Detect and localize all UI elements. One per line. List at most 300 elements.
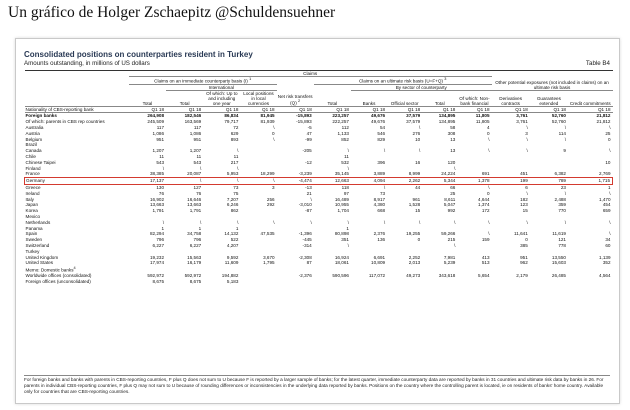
- row-value: [387, 266, 422, 273]
- row-value: 4,564: [599, 273, 611, 279]
- row-value: [314, 266, 351, 273]
- header-up-to-one-year: Of which: Up to and including one year: [203, 90, 240, 106]
- row-value: -4,474: [277, 178, 314, 185]
- row-label: Panama: [25, 225, 43, 231]
- row-value: 0: [607, 136, 611, 142]
- row-value: \: [488, 184, 490, 190]
- row-value: 44: [415, 184, 421, 190]
- row-value: 5,953: [226, 171, 239, 177]
- row-value: 60: [605, 242, 611, 248]
- row-value: \: [203, 178, 240, 185]
- row-value: 308: [447, 130, 456, 136]
- row-value: 352: [602, 260, 611, 266]
- row-value: 359: [558, 202, 566, 208]
- row-value: 25: [605, 130, 611, 136]
- period-cell: Q1 18: [530, 106, 568, 113]
- row-value: \: [488, 231, 490, 237]
- row-value: 276: [412, 130, 421, 136]
- row-value: 13,663: [149, 202, 165, 208]
- row-value: [568, 279, 613, 285]
- header-derivatives: Derivatives contracts: [492, 90, 530, 106]
- row-value: \: [347, 219, 349, 225]
- row-value: -12: [305, 159, 312, 165]
- row-value: \: [488, 219, 490, 225]
- row-value: 413: [481, 254, 490, 260]
- row-value: \: [347, 242, 349, 248]
- row-value: 17,137: [129, 178, 166, 185]
- row-value: [351, 266, 387, 273]
- row-label: United Kingdom: [25, 254, 59, 260]
- row-value: [457, 279, 491, 285]
- row-value: 6,227: [152, 242, 165, 248]
- row-value: 118: [341, 184, 349, 190]
- period-row: [25, 106, 613, 113]
- row-value: 1,528: [408, 202, 421, 208]
- row-label: Foreign banks: [25, 113, 57, 119]
- row-value: 117: [193, 124, 202, 130]
- row-value: 629: [230, 130, 239, 136]
- row-value: 789: [530, 178, 568, 185]
- row-value: 1: [161, 225, 165, 231]
- row-value: 18,299: [260, 171, 275, 177]
- row-value: 0: [272, 130, 275, 136]
- row-value: 3,670: [263, 254, 275, 260]
- row-value: 38,385: [149, 171, 165, 177]
- row-value: 4,644: [478, 196, 490, 202]
- row-value: \: [162, 219, 165, 225]
- period-cell: Q1 18: [351, 106, 387, 113]
- row-value: [530, 279, 568, 285]
- table-row: [25, 266, 613, 273]
- row-label: Germany: [25, 178, 129, 185]
- row-value: 10,955: [334, 202, 349, 208]
- row-value: 264,908: [147, 113, 165, 119]
- row-value: 1,086: [152, 130, 165, 136]
- positions-table: [24, 70, 613, 285]
- row-value: \: [454, 219, 456, 225]
- header-international: International: [166, 84, 277, 90]
- row-value: [351, 279, 387, 285]
- header-nonbank-total: Total: [422, 90, 457, 106]
- row-value: [129, 266, 166, 273]
- row-value: 1,795: [263, 260, 275, 266]
- row-label: Austria: [25, 130, 40, 136]
- row-value: \: [564, 124, 566, 130]
- row-value: 13: [450, 136, 456, 142]
- row-value: 10: [605, 159, 611, 165]
- row-value: 159: [481, 237, 490, 243]
- row-value: 0: [417, 237, 421, 243]
- row-value: 134,895: [438, 113, 456, 119]
- row-label: Spain: [25, 231, 38, 237]
- row-value: 1,207: [189, 148, 202, 154]
- header-net-risk: [277, 77, 314, 107]
- header-blank: [25, 71, 129, 107]
- row-value: \: [273, 219, 275, 225]
- period-cell: Q1 18: [129, 106, 166, 113]
- row-value: 5,047: [443, 202, 456, 208]
- row-label: Australia: [25, 124, 44, 130]
- row-value: 592,972: [147, 273, 165, 279]
- row-value: \: [488, 148, 490, 154]
- row-value: 112: [341, 124, 349, 130]
- row-value: 49,273: [406, 273, 421, 279]
- row-value: 24,224: [441, 171, 456, 177]
- row-value: 54: [379, 124, 386, 130]
- row-value: \: [564, 190, 566, 196]
- row-value: 21: [306, 190, 312, 196]
- row-value: 770: [558, 208, 566, 214]
- row-value: 134,895: [438, 119, 456, 125]
- row-value: \: [237, 219, 239, 225]
- row-value: \: [564, 136, 566, 142]
- row-value: 8,675: [189, 279, 202, 285]
- row-label: Chinese Taipei: [25, 159, 56, 165]
- row-value: \: [240, 178, 276, 185]
- row-value: 2,769: [599, 171, 611, 177]
- row-value: 1: [235, 225, 239, 231]
- row-value: \: [609, 148, 611, 154]
- row-value: 47,535: [260, 231, 275, 237]
- row-value: 11: [159, 153, 165, 159]
- footnote: For foreign banks and banks with parents in CBS-reporting countries, F plus Q does not sum to U because F is reported by a larger sample of banks; for the latest quarter, immediate counterparty data are reported by banks in 31 countries and ultimate risk data by banks in 26. For parents in individual CBS-reporting countries, F plus Q may not sum to U because of rounding differences or inconsistencies in the underlying data reported by banks. Positions on the country where the controlling parent is located, ie on residents of banks' home country. Available only for countries that are CBS-reporting countries.: [24, 375, 610, 395]
- row-value: \: [454, 165, 456, 171]
- row-value: 3,761: [516, 119, 528, 125]
- table-number: Table B4: [585, 60, 610, 67]
- row-value: \: [347, 165, 349, 171]
- row-value: 343,618: [438, 273, 456, 279]
- row-value: 86,834: [224, 113, 239, 119]
- row-value: 76: [196, 190, 202, 196]
- period-cell: Q1 18: [314, 106, 351, 113]
- row-value: 163,569: [184, 119, 202, 125]
- row-value: -99: [305, 136, 312, 142]
- row-label: Of which: parents in CBS rep countries: [25, 119, 105, 125]
- row-value: \: [418, 148, 421, 154]
- row-value: 18,061: [334, 260, 349, 266]
- row-value: 182,546: [184, 113, 202, 119]
- row-value: [240, 279, 276, 285]
- row-value: 15: [415, 208, 421, 214]
- header-banks: Banks: [351, 90, 387, 106]
- row-value: 5,183: [226, 279, 239, 285]
- row-value: 16,646: [187, 196, 202, 202]
- row-value: 3,889: [373, 171, 386, 177]
- row-value: 796: [193, 237, 202, 243]
- row-value: 6,382: [554, 171, 566, 177]
- row-value: \: [418, 219, 421, 225]
- row-value: 80,898: [334, 231, 349, 237]
- row-value: 2,013: [408, 260, 421, 266]
- image-caption: Un gráfico de Holger Zschaepitz @Schuldensuehner: [8, 4, 336, 21]
- header-net-risk-sup: 2: [298, 99, 301, 103]
- row-value: 829: [377, 136, 386, 142]
- header-total-immediate: Total: [129, 84, 166, 106]
- row-value: 245,509: [147, 119, 165, 125]
- row-value: 199: [492, 178, 530, 185]
- row-value: 862: [230, 208, 239, 214]
- row-value: \: [273, 136, 275, 142]
- row-value: \: [237, 165, 239, 171]
- row-label: Korea: [25, 208, 38, 214]
- row-value: 351: [341, 237, 349, 243]
- row-value: [422, 266, 457, 273]
- row-value: 11,641: [514, 231, 528, 237]
- row-label: Worldwide offices (consolidated): [25, 273, 92, 279]
- row-value: 5,239: [443, 260, 456, 266]
- row-label: Turkey: [25, 248, 40, 254]
- report-title: Consolidated positions on counterparties resident in Turkey: [24, 50, 253, 59]
- row-value: 951: [156, 136, 165, 142]
- header-ultimate-basis: [314, 77, 492, 85]
- row-value: \: [273, 124, 275, 130]
- row-value: 454: [602, 202, 611, 208]
- row-value: 1,207: [152, 148, 165, 154]
- row-label: Netherlands: [25, 219, 51, 225]
- row-label: Chile: [25, 153, 36, 159]
- row-value: 123: [520, 202, 528, 208]
- row-value: 14,132: [224, 231, 239, 237]
- row-value: [387, 279, 422, 285]
- row-value: -5: [307, 124, 312, 130]
- row-value: 37,579: [406, 119, 421, 125]
- row-value: 1: [607, 184, 611, 190]
- row-value: 52,760: [551, 113, 566, 119]
- row-value: 8,917: [373, 196, 386, 202]
- row-value: 532: [341, 159, 349, 165]
- row-value: \: [488, 136, 490, 142]
- row-value: 546: [377, 130, 386, 136]
- row-label: Italy: [25, 196, 34, 202]
- row-value: [457, 266, 491, 273]
- row-value: 4,380: [373, 202, 386, 208]
- row-label: Sweden: [25, 237, 43, 243]
- row-value: 19,255: [406, 231, 421, 237]
- row-value: 223,257: [332, 113, 349, 119]
- row-value: 5,344: [422, 178, 457, 185]
- header-guarantees: Guarantees extended: [530, 90, 568, 106]
- row-label: Ireland: [25, 190, 40, 196]
- row-value: -1,396: [298, 231, 312, 237]
- row-value: 76: [158, 190, 165, 196]
- row-value: 8,611: [444, 196, 456, 202]
- row-label: United States: [25, 260, 54, 266]
- row-label: Greece: [25, 184, 41, 190]
- row-value: -2,376: [298, 273, 312, 279]
- row-value: [314, 279, 351, 285]
- row-value: 222,257: [332, 119, 349, 125]
- row-value: [240, 266, 276, 273]
- row-label: Switzerland: [25, 242, 50, 248]
- row-value: 66: [450, 184, 456, 190]
- row-value: 172: [481, 208, 490, 214]
- row-value: 13,663: [187, 202, 202, 208]
- row-label: Mexico: [25, 213, 41, 219]
- row-value: 992: [447, 208, 456, 214]
- row-value: 2,262: [387, 178, 422, 185]
- row-value: 796: [156, 237, 165, 243]
- row-value: \: [609, 231, 611, 237]
- row-value: 20,087: [187, 171, 202, 177]
- header-official-sector: Official sector: [387, 90, 422, 106]
- header-total-international: Total: [166, 90, 203, 106]
- row-value: 9: [563, 148, 566, 154]
- row-label: Brazil: [25, 142, 37, 148]
- row-value: 52,760: [551, 119, 566, 125]
- header-immediate-basis: [129, 77, 277, 85]
- header-net-risk-text: Net risk transfers (Q): [277, 94, 313, 106]
- row-label: Foreign offices (unconsolidated): [25, 279, 91, 285]
- row-value: 194,882: [221, 273, 239, 279]
- row-value: 8,999: [408, 171, 421, 177]
- header-ultimate-text: Claims on an ultimate risk basis (U=F+Q): [358, 78, 443, 84]
- period-cell: Q1 18: [387, 106, 422, 113]
- row-value: 15,603: [551, 260, 566, 266]
- row-value: 1,791: [152, 208, 165, 214]
- row-value: 37,579: [406, 113, 421, 119]
- row-value: 19,232: [149, 254, 165, 260]
- row-value: \: [166, 178, 203, 185]
- row-value: 1,715: [568, 178, 613, 185]
- row-value: 7,981: [443, 254, 456, 260]
- row-value: 23: [560, 184, 566, 190]
- row-value: 1,086: [189, 130, 202, 136]
- row-value: 3,761: [516, 113, 528, 119]
- row-value: 127: [193, 184, 202, 190]
- row-value: \: [609, 190, 611, 196]
- row-value: 5,654: [478, 273, 490, 279]
- row-value: 1: [346, 225, 349, 231]
- row-value: 3: [272, 184, 275, 190]
- row-value: 81,945: [260, 113, 275, 119]
- row-value: 3: [525, 130, 528, 136]
- row-value: 117,072: [368, 273, 386, 279]
- row-value: -445: [302, 237, 312, 243]
- row-value: 2,376: [373, 231, 386, 237]
- row-value: 73: [379, 190, 386, 196]
- row-value: \: [418, 124, 421, 130]
- row-value: 25: [450, 190, 456, 196]
- header-immediate-text: Claims on an immediate counterparty basis (I): [154, 78, 248, 84]
- row-value: 16,179: [187, 260, 202, 266]
- row-label: Belgium: [25, 136, 43, 142]
- period-cell: Q1 18: [457, 106, 491, 113]
- row-value: -2,308: [298, 254, 312, 260]
- row-value: -3,239: [298, 171, 312, 177]
- header-claims: Claims: [129, 71, 492, 77]
- row-value: 13: [450, 148, 456, 154]
- period-cell: Q1 18: [166, 106, 203, 113]
- header-immediate-sup: 1: [249, 77, 252, 81]
- row-value: 2,179: [516, 273, 528, 279]
- header-other-exposures: Other potential exposures (not included in claims) on an ultimate risk basis: [492, 71, 613, 91]
- table-body: [25, 106, 613, 285]
- row-value: -205: [302, 148, 312, 154]
- row-value: \: [383, 184, 386, 190]
- row-value: 592,972: [184, 273, 202, 279]
- row-value: 4,094: [351, 178, 387, 185]
- row-value: 182: [520, 196, 528, 202]
- row-value: 12,663: [314, 178, 351, 185]
- row-value: [277, 266, 314, 273]
- row-label: Memo: Domestic banks$^4$: [25, 266, 76, 273]
- row-value: 691: [481, 171, 490, 177]
- row-value: 11: [196, 153, 202, 159]
- period-cell: Q1 18: [240, 106, 276, 113]
- row-value: 130: [156, 184, 165, 190]
- row-label: Japan: [25, 202, 39, 208]
- row-value: \: [199, 219, 202, 225]
- row-value: 668: [377, 208, 386, 214]
- row-value: 0: [486, 190, 490, 196]
- row-value: 47: [306, 130, 312, 136]
- row-value: 11: [233, 153, 239, 159]
- row-value: 117: [156, 124, 165, 130]
- row-value: 1,133: [337, 130, 349, 136]
- row-value: 17,974: [149, 260, 165, 266]
- row-value: 34,758: [187, 231, 202, 237]
- header-by-sector: By sector of counterparty: [351, 84, 492, 90]
- row-value: 75: [233, 190, 239, 196]
- row-value: 10: [415, 136, 421, 142]
- row-value: 6,691: [373, 254, 386, 260]
- period-cell: Q1 18: [422, 106, 457, 113]
- row-value: 1,704: [337, 208, 349, 214]
- row-value: 59,266: [441, 231, 456, 237]
- row-value: \: [526, 148, 528, 154]
- header-local-positions: Local positions in local currencies: [240, 90, 276, 106]
- row-value: 16,924: [334, 254, 349, 260]
- row-value: 13,550: [551, 254, 566, 260]
- row-value: 6: [525, 184, 528, 190]
- row-value: 21,812: [596, 113, 611, 119]
- row-value: [203, 266, 240, 273]
- row-value: 543: [156, 159, 165, 165]
- row-value: 11,619: [552, 231, 566, 237]
- row-value: 15: [522, 208, 528, 214]
- row-value: \: [564, 219, 566, 225]
- row-value: [277, 279, 314, 285]
- row-value: 962: [520, 260, 528, 266]
- row-value: 26,485: [551, 273, 566, 279]
- row-value: 778: [558, 242, 566, 248]
- row-value: \: [347, 148, 349, 154]
- row-value: 10,809: [371, 260, 386, 266]
- row-value: 951: [520, 254, 528, 260]
- period-cell: Q1 18: [568, 106, 613, 113]
- row-value: 15,563: [187, 254, 202, 260]
- row-value: 35,145: [334, 171, 349, 177]
- row-value: \: [609, 124, 611, 130]
- row-value: 136: [377, 237, 386, 243]
- row-value: 97: [343, 190, 349, 196]
- row-value: 114: [558, 130, 566, 136]
- row-value: [568, 266, 613, 273]
- row-value: \: [383, 148, 386, 154]
- row-value: 11: [344, 153, 349, 159]
- header-nonbank-financial: Of which: Non-bank financial: [457, 90, 491, 106]
- row-value: 16,902: [149, 196, 165, 202]
- row-value: \: [310, 196, 312, 202]
- row-value: 451: [520, 171, 528, 177]
- row-value: 9,592: [226, 254, 239, 260]
- row-value: \: [526, 124, 528, 130]
- row-value: 217: [230, 159, 239, 165]
- row-value: 49,676: [371, 113, 386, 119]
- row-value: \: [609, 219, 611, 225]
- row-value: 893: [230, 136, 239, 142]
- row-value: 16: [415, 159, 421, 165]
